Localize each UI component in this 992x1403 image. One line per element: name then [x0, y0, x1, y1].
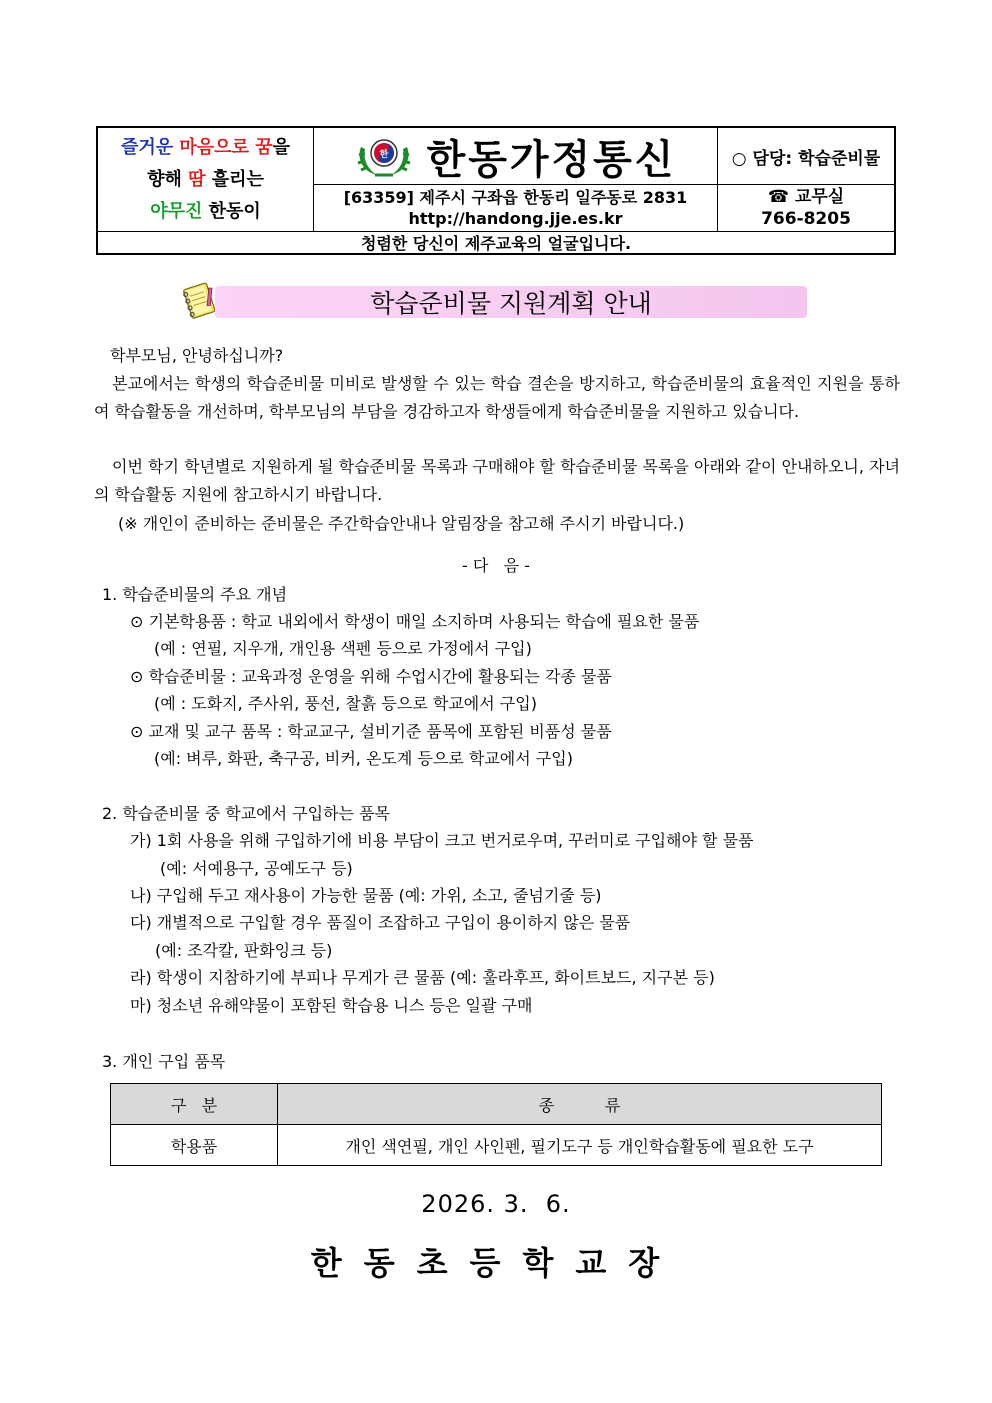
section-2-title: 2. 학습준비물 중 학교에서 구입하는 품목 — [102, 804, 390, 823]
table-row — [111, 1125, 882, 1166]
slogan-text: 야무진 — [150, 200, 203, 222]
newsletter-title-cell — [314, 128, 718, 185]
personal-purchase-table — [110, 1083, 882, 1166]
school-purchase-example: (예: 조각칼, 판화잉크 등) — [155, 941, 333, 960]
notebook-icon — [178, 280, 218, 320]
school-purchase-item: 마) 청소년 유해약물이 포함된 학습용 니스 등은 일괄 구매 — [130, 996, 533, 1015]
school-purchase-item: 라) 학생이 지참하기에 부피나 무게가 큰 물품 (예: 훌라후프, 화이트보드, 지구본 등) — [130, 968, 715, 987]
personal-supplies-note: (※ 개인이 준비하는 준비물은 주간학습안내나 알림장을 참고해 주시기 바랍니다.) — [118, 514, 685, 533]
newsletter-header — [96, 126, 896, 255]
slogan-line-1 — [121, 132, 290, 164]
slogan-text: 을 — [272, 136, 291, 158]
school-address: [63359] 제주시 구좌읍 한동리 일주동로 2831 — [343, 188, 688, 207]
slogan-line-2 — [147, 164, 264, 196]
school-slogan — [98, 128, 314, 231]
table-header-row — [111, 1084, 882, 1125]
school-address-cell — [314, 185, 718, 231]
newsletter-title: 한동가정통신 — [426, 135, 677, 183]
principal-signature: 한동초등학교장 — [310, 1244, 682, 1282]
office-phone: 766-8205 — [761, 209, 851, 229]
column-header-category: 구 분 — [111, 1084, 278, 1125]
slogan-text: 즐거운 — [120, 136, 180, 158]
separator-heading: - 다 음 - — [462, 556, 530, 575]
slogan-text: 꿈 — [255, 136, 273, 158]
school-purchase-item: 가) 1회 사용을 위해 구입하기에 비용 부담이 크고 번거로우며, 꾸러미로 구입해야 할 물품 — [130, 831, 754, 850]
concept-example: (예 : 도화지, 주사위, 풍선, 찰흙 등으로 학교에서 구입) — [154, 694, 537, 713]
school-website-link[interactable]: http://handong.jje.es.kr — [408, 209, 623, 228]
table-cell-category: 학용품 — [111, 1125, 278, 1166]
notice-banner — [215, 286, 807, 318]
slogan-line-3 — [150, 196, 261, 228]
concept-example: (예: 벼루, 화판, 축구공, 비커, 온도계 등으로 학교에서 구입) — [154, 749, 573, 768]
slogan-text: 향해 — [147, 168, 189, 190]
column-header-type: 종 류 — [278, 1084, 882, 1125]
office-label: ☎ 교무실 — [767, 187, 845, 207]
school-purchase-item: 나) 구입해 두고 재사용이 가능한 물품 (예: 가위, 소고, 줄넘기줄 등) — [130, 886, 602, 905]
school-emblem-icon — [355, 133, 413, 179]
concept-item: ⊙ 기본학용품 : 학교 내외에서 학생이 매일 소지하며 사용되는 학습에 필요한 물품 — [130, 612, 700, 631]
slogan-text: 한동이 — [202, 200, 261, 222]
slogan-text: 땀 — [188, 168, 206, 190]
section-3-title: 3. 개인 구입 품목 — [102, 1052, 226, 1071]
school-purchase-item: 다) 개별적으로 구입할 경우 품질이 조잡하고 구입이 용이하지 않은 물품 — [130, 913, 631, 932]
school-purchase-example: (예: 서예용구, 공예도구 등) — [160, 859, 353, 878]
slogan-text: 마음으로 — [179, 136, 256, 158]
notice-title: 학습준비물 지원계획 안내 — [370, 289, 652, 318]
section-1-title: 1. 학습준비물의 주요 개념 — [102, 585, 288, 604]
intro-paragraph-2: 이번 학기 학년별로 지원하게 될 학습준비물 목록과 구매해야 할 학습준비물 목록을 아래와 같이 안내하오니, 자녀의 학습활동 지원에 참고하시기 바랍니다. — [94, 457, 900, 504]
concept-item: ⊙ 교재 및 교구 품목 : 학교교구, 설비기준 품목에 포함된 비품성 물품 — [130, 722, 612, 741]
table-cell-type: 개인 색연필, 개인 사인펜, 필기도구 등 개인학습활동에 필요한 도구 — [278, 1125, 882, 1166]
office-contact-cell — [718, 185, 894, 231]
svg-text:한: 한 — [379, 150, 388, 160]
greeting: 학부모님, 안녕하십니까? — [110, 346, 284, 365]
intro-paragraph-1: 본교에서는 학생의 학습준비물 미비로 발생할 수 있는 학습 결손을 방지하고, 학습준비물의 효율적인 지원을 통하여 학습활동을 개선하며, 학부모님의 부담을 경감하고자 학생들에게 학습준비물을 지원하고 있습니다. — [94, 374, 900, 421]
issue-date: 2026. 3. 6. — [421, 1190, 571, 1218]
concept-item: ⊙ 학습준비물 : 교육과정 운영을 위해 수업시간에 활용되는 각종 물품 — [130, 667, 612, 686]
concept-example: (예 : 연필, 지우개, 개인용 색펜 등으로 가정에서 구입) — [154, 639, 532, 658]
integrity-motto: 청렴한 당신이 제주교육의 얼굴입니다. — [98, 231, 894, 253]
slogan-text: 흘리는 — [205, 168, 264, 190]
person-in-charge: ○ 담당: 학습준비물 — [718, 128, 894, 185]
